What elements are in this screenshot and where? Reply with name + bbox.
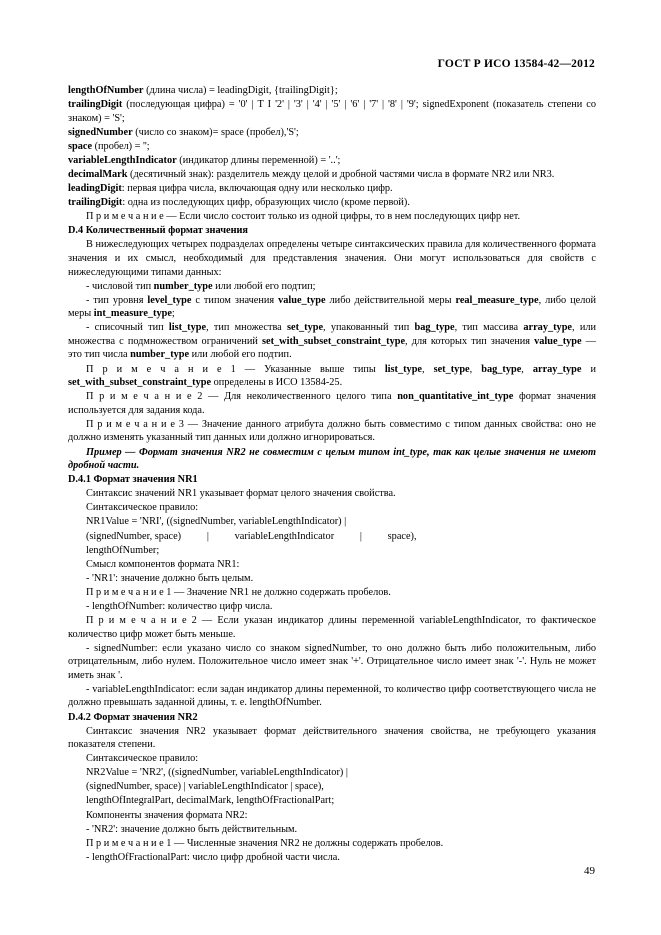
bullet-pre: - списочный тип — [86, 322, 169, 334]
definition-line — [68, 126, 596, 140]
body-line: Синтаксис значений NR1 указывает формат целого значения свойства. — [86, 488, 396, 500]
section-heading-d41: D.4.1 Формат значения NR1 — [68, 474, 198, 486]
section-heading-d42: D.4.2 Формат значения NR2 — [68, 711, 198, 723]
body-line: Синтаксическое правило: — [86, 753, 199, 765]
note-text: формат значения используется для задания кода. — [68, 391, 597, 416]
bullet-term: array_type — [523, 322, 572, 334]
definition-line — [68, 196, 596, 210]
bullet-term: value_type — [278, 294, 326, 306]
bullet-term: level_type — [147, 294, 192, 306]
definition-line — [68, 140, 596, 154]
note-term: array_type — [532, 363, 582, 375]
term-text: (индикатор длины переменной) = '..'; — [176, 154, 341, 166]
bullet-item — [68, 294, 596, 321]
syntax-line: NR1Value = 'NRI', ((signedNumber, variableLengthIndicator) | — [86, 516, 347, 528]
bullet-term: value_type — [534, 335, 582, 347]
bullet-item: - 'NR2': значение должно быть действительным. — [86, 823, 298, 835]
bullet-post: с типом значения — [191, 294, 279, 306]
bullet-pre: - тип уровня — [86, 294, 148, 306]
body-line: Компоненты значения формата NR2: — [86, 809, 248, 821]
bullet-item — [68, 321, 596, 362]
bullet-item: - lengthOfNumber: количество цифр числа. — [86, 600, 273, 612]
syntax-line: NR2Value = 'NR2', ((signedNumber, variableLengthIndicator) | — [86, 767, 348, 779]
section-intro: В нижеследующих четырех подразделах определены четыре синтаксических правила для количественного формата значения и их смысл, необходимый для представления значения. Они могут использоваться для свойств с нижеследующими типами данных: — [68, 239, 596, 278]
syntax-line: lengthOfIntegralPart, decimalMark, lengthOfFractionalPart; — [86, 795, 335, 807]
bullet-item: - variableLengthIndicator: если задан индикатор длины переменной, то количество цифр соответствующего числа не должно превышать заданной длины, т. е. lengthOfNumber. — [68, 683, 596, 709]
note-label: П р и м е ч а н и е 2 — [86, 391, 203, 403]
term-label: space — [68, 140, 93, 152]
bullet-term: real_measure_type — [455, 294, 539, 306]
page-number: 49 — [584, 865, 595, 877]
bullet-post: , для которых тип значения — [405, 335, 535, 347]
note-text: — Значение данного атрибута должно быть совместимо с типом данных свойства: оно не должно изменять указанный тип данных или должно игнорироваться. — [68, 418, 596, 444]
note-text: — Указанные выше типы — [235, 363, 385, 375]
note-text: , — [469, 363, 482, 375]
note-paragraph — [68, 363, 596, 390]
definition-line — [68, 98, 596, 125]
document-body — [68, 84, 596, 865]
bullet-term: list_type — [168, 322, 207, 334]
bullet-post: — это тип числа — [68, 335, 596, 361]
note-paragraph: П р и м е ч а н и е 1 — Значение NR1 не должно содержать пробелов. — [86, 586, 391, 598]
note-text: , — [422, 363, 434, 375]
bullet-term: int_measure_type — [93, 308, 172, 320]
body-line: Синтаксис значения NR2 указывает формат действительного значения свойства, не требующего указания показателя степени. — [68, 725, 596, 751]
bullet-post: , тип множества — [206, 322, 288, 334]
note-term: bag_type — [481, 363, 522, 375]
note-text: и — [581, 363, 596, 375]
term-text: (десятичный знак): разделитель между целой и дробной частями числа в формате NR2 или NR3. — [127, 168, 555, 180]
syntax-line: (signedNumber, space) | variableLengthIndicator | space), — [86, 530, 417, 542]
note-text: , — [521, 363, 533, 375]
syntax-line: lengthOfNumber; — [86, 544, 160, 556]
example-paragraph: Пример — Формат значения NR2 не совместим с целым типом int_type, так как целые значения не имеют дробной части. — [68, 446, 596, 472]
note-paragraph: П р и м е ч а н и е 2 — Если указан индикатор длины переменной variableLengthIndicator, то фактическое количество цифр может быть меньше. — [68, 614, 596, 640]
note-term: set_type — [433, 363, 470, 375]
bullet-item — [68, 280, 596, 294]
bullet-term: set_type — [287, 322, 324, 334]
definition-line — [68, 84, 596, 98]
note-paragraph: П р и м е ч а н и е — Если число состоит только из одной цифры, то в нем последующих цифр нет. — [86, 211, 521, 223]
bullet-post: , либо целой меры — [68, 294, 596, 320]
bullet-term: number_type — [130, 349, 190, 361]
bullet-post: , упакованный тип — [323, 322, 415, 334]
term-text: (последующая цифра) = '0' | Т I '2' | '3' | '4' | '5' | '6' | '7' | '8' | '9'; signedExponent (показатель степени со знаком) = 'S'; — [68, 99, 596, 124]
bullet-term: set_with_subset_constraint_type — [262, 335, 406, 347]
term-text: : одна из последующих цифр, образующих число (кроме первой). — [122, 197, 410, 209]
note-term: list_type — [384, 363, 422, 375]
page-header: ГОСТ Р ИСО 13584-42—2012 — [437, 58, 595, 70]
term-label: lengthOfNumber — [68, 85, 144, 96]
bullet-item: - 'NR1': значение должно быть целым. — [86, 572, 254, 584]
term-label: variableLengthIndicator — [68, 154, 177, 166]
section-heading-d4: D.4 Количественный формат значения — [68, 225, 249, 237]
term-label: signedNumber — [68, 126, 133, 138]
definition-line — [68, 168, 596, 182]
term-label: decimalMark — [68, 168, 128, 180]
term-label: trailingDigit — [68, 99, 123, 111]
note-label: П р и м е ч а н и е 1 — [86, 363, 236, 375]
bullet-post: или любой его подтип. — [189, 349, 292, 361]
note-paragraph — [68, 390, 596, 417]
note-term: set_with_subset_constraint_type — [68, 377, 212, 389]
bullet-post: или любой его подтип; — [212, 280, 316, 292]
note-term: non_quantitative_int_type — [397, 391, 514, 403]
term-text: (длина числа) = leadingDigit, {trailingDigit}; — [143, 85, 338, 96]
note-paragraph — [68, 418, 596, 445]
bullet-term: number_type — [153, 280, 213, 292]
bullet-item: - lengthOfFractionalPart: число цифр дробной части числа. — [86, 851, 340, 863]
bullet-post: , тип массива — [454, 322, 524, 334]
term-text: (число со знаком)= space (пробел),'S'; — [132, 126, 299, 138]
bullet-pre: - числовой тип — [86, 280, 154, 292]
definition-line — [68, 154, 596, 168]
bullet-item: - signedNumber: если указано число со знаком signedNumber, то оно должно быть либо положительным, либо отрицательным, либо нулем. Положительное число имеет знак '+'. Отрицательное число имеет знак '-'. Нуль не может иметь знак '. — [68, 642, 596, 681]
body-line: Синтаксическое правило: — [86, 502, 199, 514]
syntax-line: (signedNumber, space) | variableLengthIndicator | space), — [86, 781, 324, 793]
note-label: П р и м е ч а н и е 3 — [86, 418, 184, 430]
term-label: leadingDigit — [68, 183, 122, 195]
bullet-post: ; — [171, 308, 175, 320]
note-text: определены в ИСО 13584-25. — [211, 377, 343, 389]
body-line: Смысл компонентов формата NR1: — [86, 558, 240, 570]
bullet-term: bag_type — [414, 322, 455, 334]
bullet-post: , или множества с подмножеством ограничений — [68, 322, 596, 347]
term-label: trailingDigit — [68, 197, 123, 209]
definition-line — [68, 182, 596, 196]
bullet-post: либо действительной меры — [325, 294, 456, 306]
term-text: (пробел) = ''; — [92, 140, 150, 152]
note-paragraph: П р и м е ч а н и е 1 — Численные значения NR2 не должны содержать пробелов. — [86, 837, 444, 849]
term-text: : первая цифра числа, включающая одну или несколько цифр. — [121, 183, 393, 195]
note-text: — Для неколичественного целого типа — [202, 391, 398, 403]
